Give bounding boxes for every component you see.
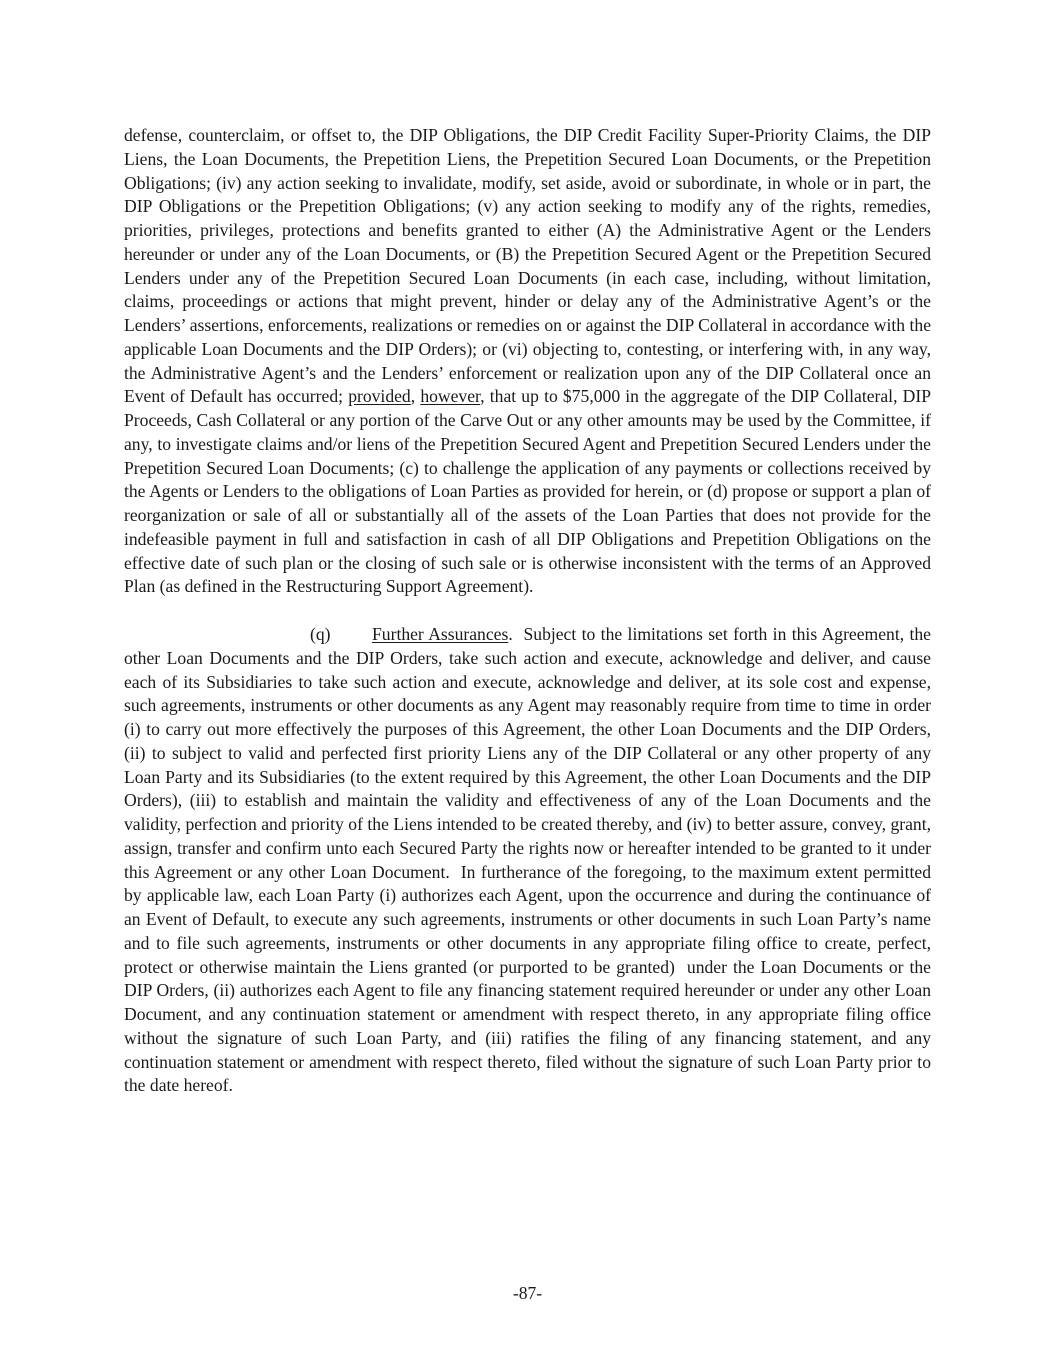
section-heading: Further Assurances bbox=[372, 624, 509, 644]
comma-separator: , bbox=[410, 386, 421, 407]
page-body bbox=[124, 124, 936, 1098]
paragraph-text: defense, counterclaim, or offset to, the DIP Obligations, the DIP Credit Facility Super-Priority Claims, the DIP Liens, the Loan Documents, the Prepetition Liens, the Prepetition Secured Loan Documents, or the Prepetition Obligations; (iv) any action seeking to invalidate, modify, set aside, avoid or subordinate, in whole or in part, the DIP Obligations or the Prepetition Obligations; (v) any action seeking to modify any of the rights, remedies, priorities, privileges, protections and benefits granted to either (A) the Administrative Agent or the Lenders hereunder or under any of the Loan Documents, or (B) the Prepetition Secured Agent or the Prepetition Secured Lenders under any of the Prepetition Secured Loan Documents (in each case, including, without limitation, claims, proceedings or actions that might prevent, hinder or delay any of the Administrative Agent’s or the Lenders’ assertions, enforcements, realizations or remedies on or against the DIP Collateral in accordance with the applicable Loan Documents and the DIP Orders); or (vi) objecting to, contesting, or interfering with, in any way, the Administrative Agent’s and the Lenders’ enforcement or realization upon any of the DIP Collateral once an Event of Default has occurred; bbox=[124, 125, 931, 407]
paragraph-text: , that up to $75,000 in the aggregate of the DIP Collateral, DIP Proceeds, Cash Collateral or any portion of the Carve Out or any other amounts may be used by the Committee, if any, to investigate claims and/or liens of the Prepetition Secured Agent and Prepetition Secured Lenders under the Prepetition Secured Loan Documents; (c) to challenge the application of any payments or collections received by the Agents or Lenders to the obligations of Loan Parties as provided for herein, or (d) propose or support a plan of reorganization or sale of all or substantially all of the assets of the Loan Parties that does not provide for the indefeasible payment in full and satisfaction in cash of all DIP Obligations and Prepetition Obligations on the effective date of such plan or the closing of such sale or is otherwise inconsistent with the terms of an Approved Plan (as defined in the Restructuring Support Agreement). bbox=[124, 386, 931, 597]
however-term: however bbox=[420, 386, 481, 407]
page-number: -87- bbox=[512, 1283, 543, 1303]
paragraph-p-continuation bbox=[124, 124, 931, 599]
provided-term: provided bbox=[348, 386, 411, 407]
heading-period: . bbox=[508, 624, 513, 644]
paragraph-q bbox=[124, 623, 936, 1098]
section-marker: (q) bbox=[310, 624, 331, 644]
paragraph-text: Subject to the limitations set forth in this Agreement, the other Loan Documents and the DIP Orders, take such action and execute, acknowledge and deliver, and cause each of its Subsidiaries to take such action and execute, acknowledge and deliver, at its sole cost and expense, such agreements, instruments or other documents as any Agent may reasonably require from time to time in order (i) to carry out more effectively the purposes of this Agreement, the other Loan Documents and the DIP Orders, (ii) to subject to valid and perfected first priority Liens any of the DIP Collateral or any other property of any Loan Party and its Subsidiaries (to the extent required by this Agreement, the other Loan Documents and the DIP Orders), (iii) to establish and maintain the validity and effectiveness of any of the Loan Documents and the validity, perfection and priority of the Liens intended to be created thereby, and (iv) to better assure, convey, grant, assign, transfer and confirm unto each Secured Party the rights now or hereafter intended to be granted to it under this Agreement or any other Loan Document. In furtherance of the foregoing, to the maximum extent permitted by applicable law, each Loan Party (i) authorizes each Agent, upon the occurrence and during the continuance of an Event of Default, to execute any such agreements, instruments or other documents in such Loan Party’s name and to file such agreements, instruments or other documents in any appropriate filing office to create, perfect, protect or otherwise maintain the Liens granted (or purported to be granted) under the Loan Documents or the DIP Orders, (ii) authorizes each Agent to file any financing statement required hereunder or under any other Loan Document, and any continuation statement or amendment with respect thereto, in any appropriate filing office without the signature of such Loan Party, and (iii) ratifies the filing of any financing statement, and any continuation statement or amendment with respect thereto, filed without the signature of such Loan Party prior to the date hereof. bbox=[124, 624, 936, 1096]
